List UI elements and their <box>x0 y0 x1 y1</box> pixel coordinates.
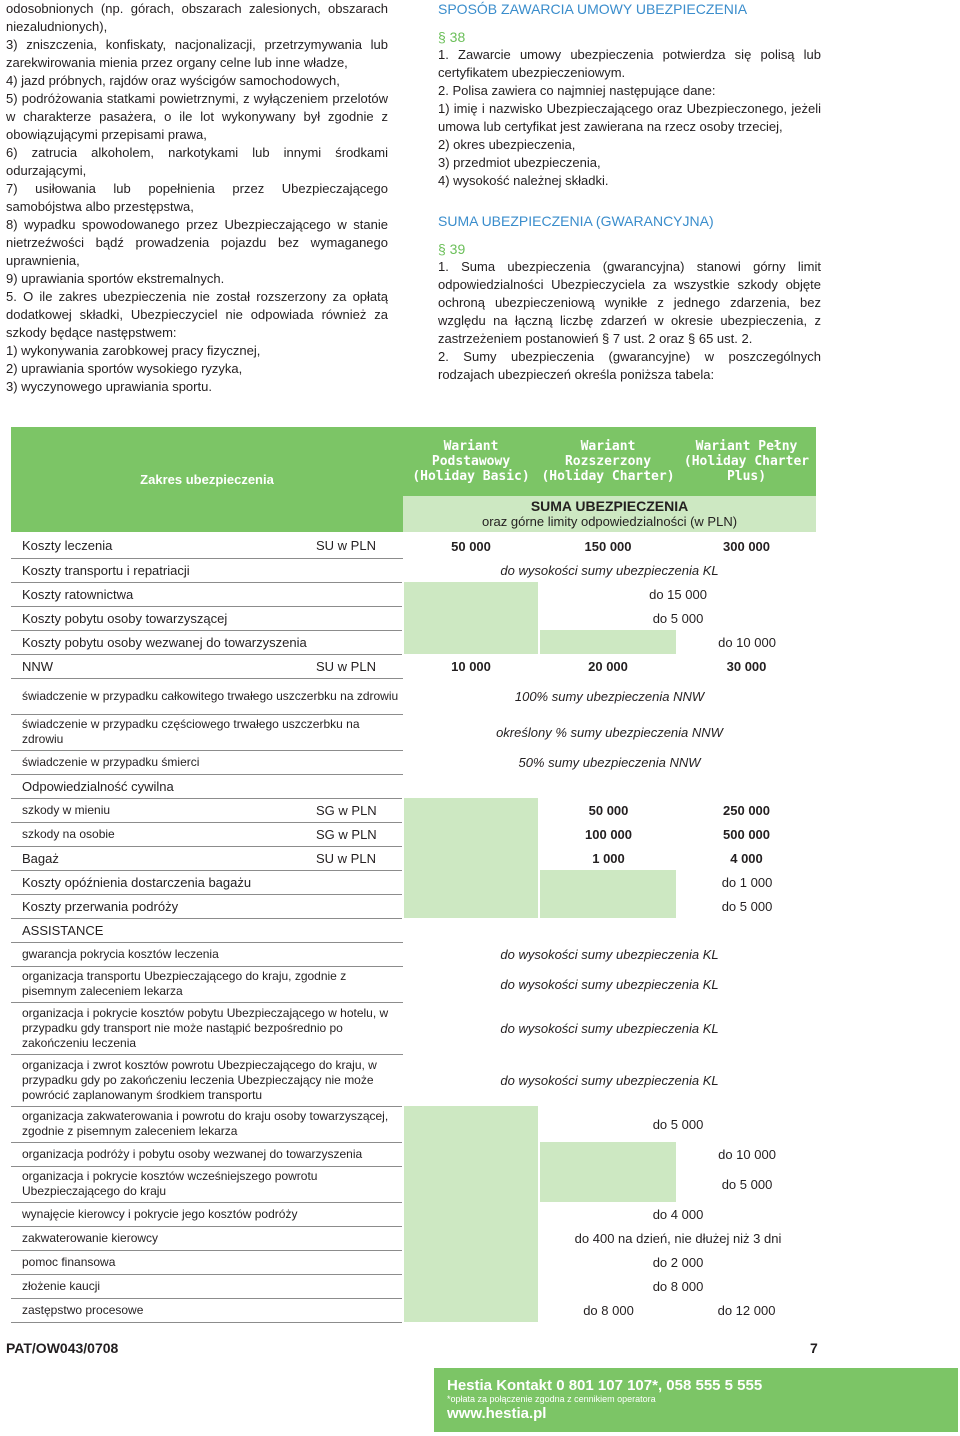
cell-value: 10 000 <box>451 658 491 674</box>
not-covered-cell <box>403 1202 539 1226</box>
left-paragraph: 5. O ile zakres ubezpieczenia nie został rozszerzony za opłatą dodatkowej składki, Ubezpieczyciel nie odpowiada również za szkody będące następstwem: <box>6 289 388 340</box>
table-row <box>11 942 816 966</box>
table-row <box>11 714 816 750</box>
row-label: ASSISTANCE <box>11 918 403 942</box>
row-label: organizacja zakwaterowania i powrotu do kraju osoby towarzyszącej, zgodnie z pisemnym zaleceniem lekarza <box>11 1106 403 1142</box>
row-label: organizacja transportu Ubezpieczającego do kraju, zgodnie z pisemnym zaleceniem lekarza <box>11 966 403 1002</box>
left-paragraph: 5) podróżowania statkami powietrznymi, z wyłączeniem przelotów w charakterze pasażera, o ile lot wykonywany był zgodnie z obowiązującymi przepisami prawa, <box>6 91 388 142</box>
row-unit: SU w PLN <box>316 534 403 558</box>
table-row <box>11 918 816 942</box>
cell-value: 1 000 <box>592 850 625 866</box>
table-row <box>11 1226 816 1250</box>
variant-extended-header: Wariant Rozszerzony (Holiday Charter) <box>539 427 677 496</box>
cell-value: do 10 000 <box>718 634 776 650</box>
table-row <box>11 1298 816 1322</box>
cell-value: do wysokości sumy ubezpieczenia KL <box>500 562 719 578</box>
left-paragraph: 6) zatrucia alkoholem, narkotykami lub innymi środkami odurzającymi, <box>6 145 388 178</box>
cell-value: do wysokości sumy ubezpieczenia KL <box>500 1072 719 1088</box>
cell-value: do 5 000 <box>652 1116 704 1132</box>
row-label: Koszty pobytu osoby wezwanej do towarzyszenia <box>11 630 403 654</box>
not-covered-cell <box>403 1274 539 1298</box>
cell-value: do 1 000 <box>721 874 773 890</box>
row-label: Koszty ratownictwa <box>11 582 403 606</box>
table-row <box>11 654 816 678</box>
cell-value: do wysokości sumy ubezpieczenia KL <box>500 1020 719 1036</box>
not-covered-cell <box>403 846 539 870</box>
cell-value: do 4 000 <box>652 1206 704 1222</box>
suma-header <box>403 496 816 532</box>
table-row <box>11 678 816 714</box>
suma-title: SUMA UBEZPIECZENIA <box>530 498 689 514</box>
not-covered-cell <box>403 1142 539 1166</box>
row-label: organizacja i pokrycie kosztów wcześniejszego powrotu Ubezpieczającego do kraju <box>11 1166 403 1202</box>
right-paragraph: 4) wysokość należnej składki. <box>438 173 609 188</box>
not-covered-cell <box>403 606 539 630</box>
left-paragraph: 7) usiłowania lub popełnienia przez Ubezpieczającego samobójstwa albo przestępstwa, <box>6 181 388 214</box>
row-label: Koszty opóźnienia dostarczenia bagażu <box>11 870 403 894</box>
website-link[interactable]: www.hestia.pl <box>447 1405 547 1422</box>
row-label: świadczenie w przypadku śmierci <box>11 750 403 774</box>
right-paragraph: 1. Suma ubezpieczenia (gwarancyjna) stanowi górny limit odpowiedzialności Ubezpieczyciela za wszystkie szkody objęte ochroną ubezpieczeniową wynikłe z jednego zdarzenia, bez względu na łączną liczbę zdarzeń w okresie ubezpieczenia, z zastrzeżeniem postanowień § 7 ust. 2 oraz § 65 ust. 2. <box>438 259 821 346</box>
section-38-number: § 38 <box>438 29 466 45</box>
row-label: świadczenie w przypadku całkowitego trwałego uszczerbku na zdrowiu <box>11 678 403 714</box>
table-row <box>11 1250 816 1274</box>
right-paragraph: 2) okres ubezpieczenia, <box>438 137 576 152</box>
cell-value: do 15 000 <box>649 586 707 602</box>
row-label: Koszty przerwania podróży <box>11 894 403 918</box>
row-label: organizacja i zwrot kosztów powrotu Ubezpieczającego do kraju, w przypadku gdy po zakończeniu leczenia Ubezpieczający nie może powrócić zaplanowanym środkiem transportu <box>11 1054 403 1106</box>
row-unit: SU w PLN <box>316 846 403 870</box>
section-39-title: SUMA UBEZPIECZENIA (GWARANCYJNA) <box>438 213 714 229</box>
left-paragraph: odosobnionych (np. górach, obszarach zalesionych, obszarach niezaludnionych), <box>6 1 388 34</box>
contact-phone: Hestia Kontakt 0 801 107 107*, 058 555 5 555 <box>447 1377 763 1394</box>
row-label: Koszty leczenia <box>11 534 316 558</box>
page-number: 7 <box>810 1340 818 1356</box>
cell-value: 100% sumy ubezpieczenia NNW <box>514 688 705 704</box>
not-covered-cell <box>539 1166 677 1202</box>
variant-basic-header: Wariant Podstawowy (Holiday Basic) <box>403 427 539 496</box>
cell-value: do 5 000 <box>652 610 704 626</box>
table-row <box>11 606 816 630</box>
table-row <box>11 1054 816 1106</box>
table-row <box>11 1166 816 1202</box>
cell-value: do 5 000 <box>721 898 773 914</box>
right-paragraph: 1. Zawarcie umowy ubezpieczenia potwierdza się polisą lub certyfikatem ubezpieczeniowym. <box>438 47 821 80</box>
table-row <box>11 846 816 870</box>
not-covered-cell <box>403 582 539 606</box>
table-row <box>11 798 816 822</box>
row-label: Odpowiedzialność cywilna <box>11 774 403 798</box>
table-row <box>11 774 816 798</box>
table-row <box>11 822 816 846</box>
cell-value: do 8 000 <box>583 1302 634 1318</box>
not-covered-cell <box>539 630 677 654</box>
row-label: świadczenie w przypadku częściowego trwałego uszczerbku na zdrowiu <box>11 714 403 750</box>
contact-note: *opłata za połączenie zgodna z cennikiem operatora <box>447 1394 656 1404</box>
row-label: organizacja i pokrycie kosztów pobytu Ubezpieczającego w hotelu, w przypadku gdy transport nie może nastąpić bezpośrednio po zakończeniu leczenia <box>11 1002 403 1054</box>
table-row <box>11 1202 816 1226</box>
right-column <box>438 0 821 384</box>
not-covered-cell <box>403 1106 539 1142</box>
left-column <box>6 0 388 396</box>
cell-value: do 400 na dzień, nie dłużej niż 3 dni <box>574 1230 782 1246</box>
table-row <box>11 1106 816 1142</box>
table-row <box>11 558 816 582</box>
cell-value: do wysokości sumy ubezpieczenia KL <box>500 976 719 992</box>
row-unit: SG w PLN <box>316 822 403 846</box>
left-paragraph: 9) uprawiania sportów ekstremalnych. <box>6 271 225 286</box>
cell-value: do 10 000 <box>718 1146 776 1162</box>
row-label: gwarancja pokrycia kosztów leczenia <box>11 942 403 966</box>
row-label: wynajęcie kierowcy i pokrycie jego kosztów podróży <box>11 1202 403 1226</box>
table-row <box>11 966 816 1002</box>
right-paragraph: 2. Sumy ubezpieczenia (gwarancyjne) w poszczególnych rodzajach ubezpieczeń określa poniższa tabela: <box>438 349 821 382</box>
row-label: szkody w mieniu <box>11 798 316 822</box>
right-paragraph: 3) przedmiot ubezpieczenia, <box>438 155 601 170</box>
not-covered-cell <box>403 630 539 654</box>
row-label: Koszty transportu i repatriacji <box>11 558 403 582</box>
right-paragraph: 1) imię i nazwisko Ubezpieczającego oraz Ubezpieczonego, jeżeli umowa lub certyfikat jest zawierana na rzecz osoby trzeciej, <box>438 101 821 134</box>
table-row <box>11 1142 816 1166</box>
not-covered-cell <box>403 798 539 822</box>
table-row <box>11 534 816 558</box>
table-row <box>11 750 816 774</box>
cell-value: 50 000 <box>451 538 491 554</box>
cell-value: 300 000 <box>723 538 771 554</box>
not-covered-cell <box>539 894 677 918</box>
left-paragraph: 3) wyczynowego uprawiania sportu. <box>6 379 212 394</box>
cell-value: 250 000 <box>723 802 771 818</box>
row-label: złożenie kaucji <box>11 1274 403 1298</box>
table-row <box>11 870 816 894</box>
not-covered-cell <box>403 822 539 846</box>
cell-value: 20 000 <box>588 658 628 674</box>
not-covered-cell <box>403 1298 539 1322</box>
insurance-table <box>11 427 816 1323</box>
cell-value: do 2 000 <box>652 1254 704 1270</box>
section-39-number: § 39 <box>438 241 466 257</box>
not-covered-cell <box>403 1250 539 1274</box>
variant-full-header: Wariant Pełny (Holiday Charter Plus) <box>677 427 816 496</box>
cell-value: do 8 000 <box>652 1278 704 1294</box>
table-row <box>11 1274 816 1298</box>
not-covered-cell <box>403 870 539 894</box>
not-covered-cell <box>403 1166 539 1202</box>
row-label: organizacja podróży i pobytu osoby wezwanej do towarzyszenia <box>11 1142 403 1166</box>
cell-value: 30 000 <box>726 658 767 674</box>
table-row <box>11 1002 816 1054</box>
scope-header: Zakres ubezpieczenia <box>11 427 403 532</box>
not-covered-cell <box>539 870 677 894</box>
left-paragraph: 1) wykonywania zarobkowej pracy fizycznej, <box>6 343 261 358</box>
cell-value: do 5 000 <box>721 1176 773 1192</box>
left-paragraph: 2) uprawiania sportów wysokiego ryzyka, <box>6 361 243 376</box>
document-code: PAT/OW043/0708 <box>6 1340 119 1356</box>
left-paragraph: 8) wypadku spowodowanego przez Ubezpieczającego w stanie nietrzeźwości bądź prowadzenia pojazdu bez wymaganego uprawnienia, <box>6 217 388 268</box>
row-label: NNW <box>11 654 316 678</box>
row-unit: SG w PLN <box>316 798 403 822</box>
left-paragraph: 4) jazd próbnych, rajdów oraz wyścigów samochodowych, <box>6 73 340 88</box>
not-covered-cell <box>539 1142 677 1166</box>
contact-banner <box>434 1368 958 1432</box>
cell-value: 500 000 <box>723 826 771 842</box>
cell-value: 50% sumy ubezpieczenia NNW <box>518 754 701 770</box>
row-label: Koszty pobytu osoby towarzyszącej <box>11 606 403 630</box>
row-label: szkody na osobie <box>11 822 316 846</box>
cell-value: do wysokości sumy ubezpieczenia KL <box>500 946 719 962</box>
cell-value: 4 000 <box>730 850 763 866</box>
table-row <box>11 630 816 654</box>
cell-value: do 12 000 <box>717 1302 776 1318</box>
row-unit: SU w PLN <box>316 654 403 678</box>
section-38-title: SPOSÓB ZAWARCIA UMOWY UBEZPIECZENIA <box>438 1 748 17</box>
table-row <box>11 894 816 918</box>
not-covered-cell <box>403 1226 539 1250</box>
row-label: pomoc finansowa <box>11 1250 403 1274</box>
table-row <box>11 582 816 606</box>
cell-value: 50 000 <box>588 802 629 818</box>
suma-subtitle: oraz górne limity odpowiedzialności (w PLN) <box>481 514 738 529</box>
left-paragraph: 3) zniszczenia, konfiskaty, nacjonalizacji, przetrzymywania lub zarekwirowania mienia przez organy celne lub inne władze, <box>6 37 388 70</box>
cell-value: określony % sumy ubezpieczenia NNW <box>496 724 723 740</box>
not-covered-cell <box>403 894 539 918</box>
row-label: zakwaterowanie kierowcy <box>11 1226 403 1250</box>
cell-value: 100 000 <box>585 826 633 842</box>
row-label: Bagaż <box>11 846 316 870</box>
right-paragraph: 2. Polisa zawiera co najmniej następujące dane: <box>438 83 716 98</box>
row-label: zastępstwo procesowe <box>11 1298 403 1322</box>
cell-value: 150 000 <box>584 538 632 554</box>
